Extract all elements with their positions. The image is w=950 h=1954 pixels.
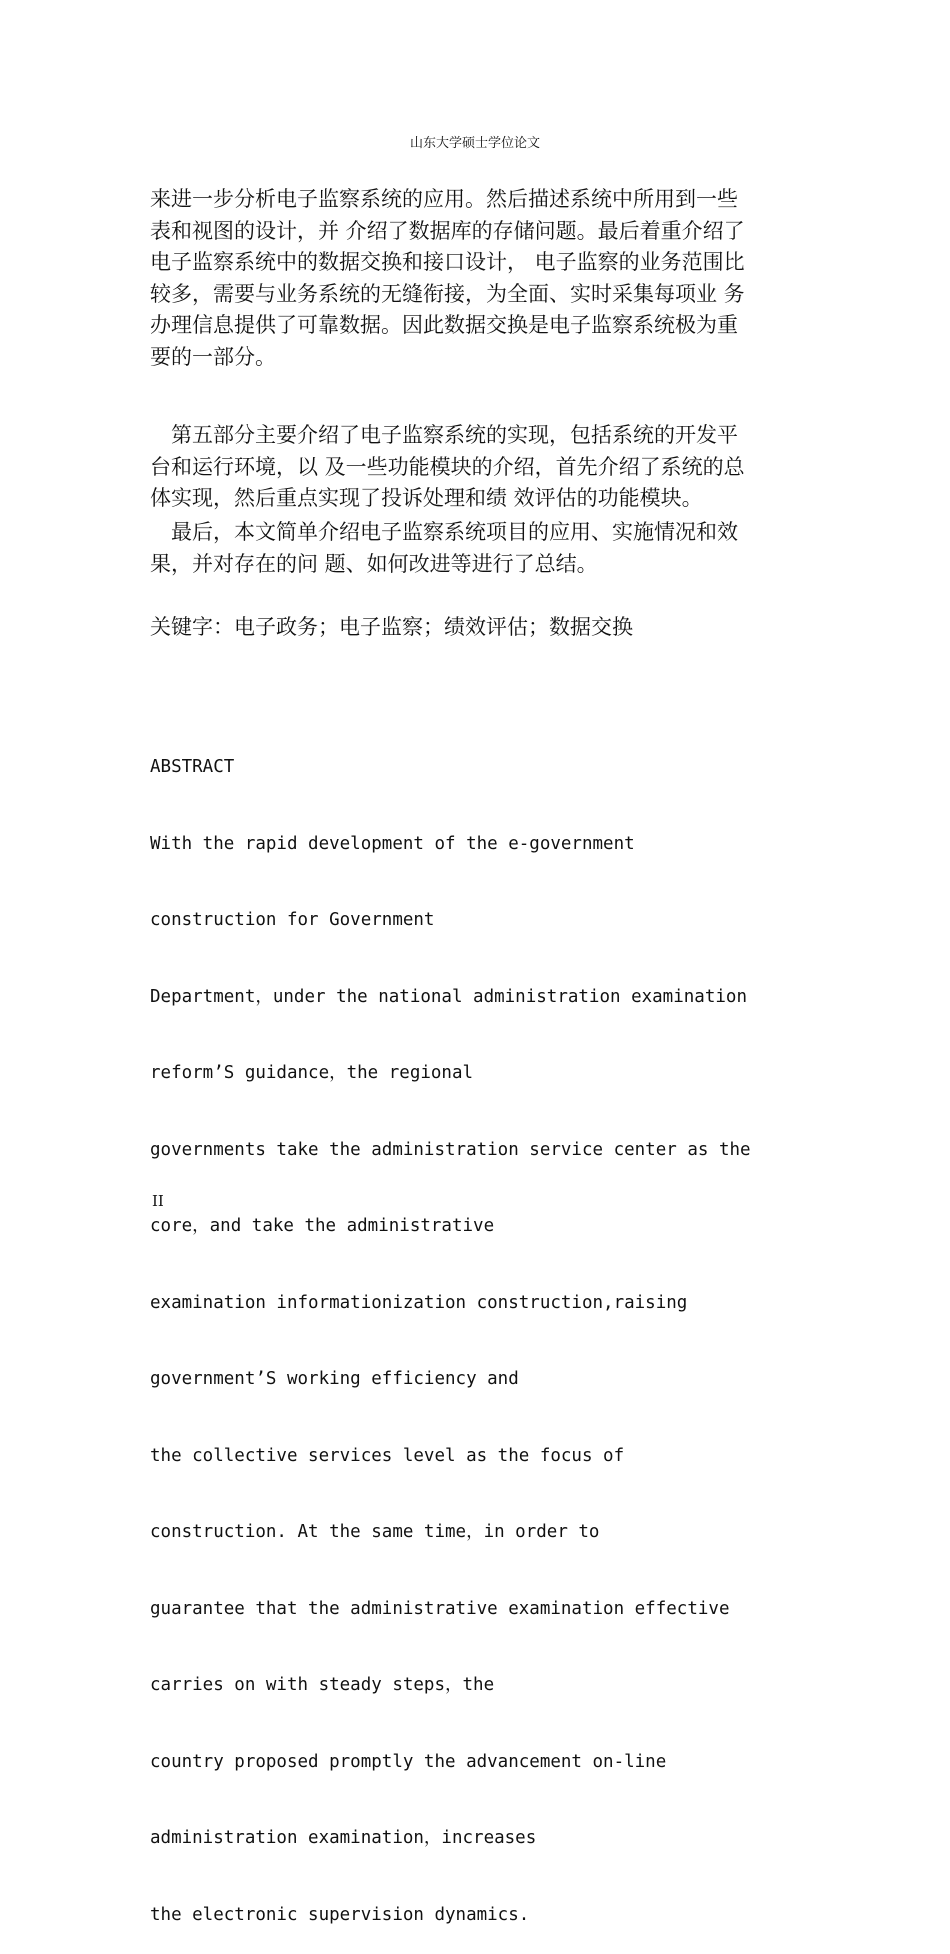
abstract-block xyxy=(150,704,810,1954)
abstract-line: Department，under the national administration examination xyxy=(150,986,747,1007)
text-line: 要的一部分。 xyxy=(150,344,276,369)
abstract-line: examination informationization construction,raising xyxy=(150,1292,688,1313)
abstract-line: governments take the administration service center as the xyxy=(150,1139,751,1160)
abstract-line: With the rapid development of the e-government xyxy=(150,833,635,854)
text-line: 台和运行环境，以 及一些功能模块的介绍，首先介绍了系统的总 xyxy=(150,454,745,479)
abstract-line: government’S working efficiency and xyxy=(150,1369,519,1389)
abstract-line: carries on with steady steps，the xyxy=(150,1675,495,1695)
abstract-line: reform’S guidance，the regional xyxy=(150,1063,474,1083)
abstract-line: the collective services level as the focus of xyxy=(150,1445,625,1466)
text-line: 最后，本文简单介绍电子监察系统项目的应用、实施情况和效 xyxy=(150,520,738,544)
page-number: II xyxy=(152,1192,164,1210)
abstract-line: administration examination，increases xyxy=(150,1828,537,1848)
abstract-line: guarantee that the administrative examination effective xyxy=(150,1598,730,1619)
chinese-paragraph-1 xyxy=(150,184,800,373)
text-line: 来进一步分析电子监察系统的应用。然后描述系统中所用到一些 xyxy=(150,187,738,211)
abstract-line: the electronic supervision dynamics. xyxy=(150,1904,530,1925)
chinese-paragraph-2 xyxy=(150,420,800,515)
abstract-line: construction. At the same time，in order to xyxy=(150,1522,600,1542)
text-line: 第五部分主要介绍了电子监察系统的实现，包括系统的开发平 xyxy=(150,423,738,447)
text-line: 电子监察系统中的数据交换和接口设计， 电子监察的业务范围比 xyxy=(150,250,745,274)
text-line: 较多，需要与业务系统的无缝衔接，为全面、实时采集每项业 务 xyxy=(150,281,745,306)
text-line: 果，并对存在的问 题、如何改进等进行了总结。 xyxy=(150,551,598,576)
abstract-line: construction for Government xyxy=(150,910,435,930)
abstract-line: country proposed promptly the advancement on-line xyxy=(150,1751,667,1772)
chinese-paragraph-3 xyxy=(150,517,800,580)
abstract-line: core，and take the administrative xyxy=(150,1216,495,1236)
text-line: 体实现，然后重点实现了投诉处理和绩 效评估的功能模块。 xyxy=(150,486,703,510)
running-header: 山东大学硕士学位论文 xyxy=(409,136,540,151)
keywords-line: 关键字：电子政务；电子监察；绩效评估；数据交换 xyxy=(150,615,633,639)
text-line: 表和视图的设计，并 介绍了数据库的存储问题。最后着重介绍了 xyxy=(150,218,745,243)
text-line: 办理信息提供了可靠数据。因此数据交换是电子监察系统极为重 xyxy=(150,313,738,337)
abstract-heading: ABSTRACT xyxy=(150,757,235,777)
